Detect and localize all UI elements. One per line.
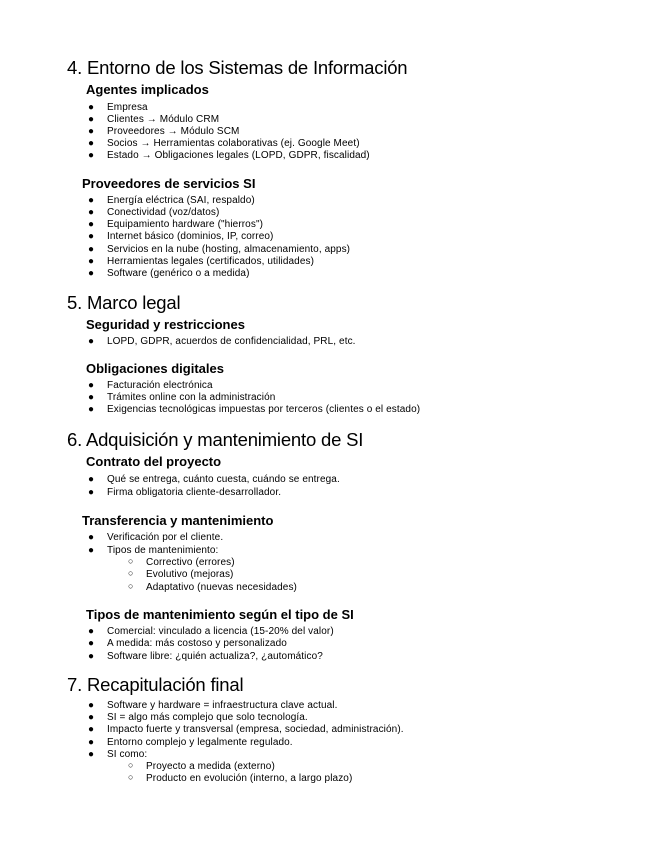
subsection-heading: Contrato del proyecto [86, 454, 222, 469]
bullet-icon: ● [88, 545, 95, 556]
bullet-icon: ● [88, 724, 95, 735]
section-heading: 6. Adquisición y mantenimiento de SI [67, 429, 364, 450]
bullet-icon: ● [88, 404, 95, 415]
bullet-icon: ● [88, 392, 95, 403]
bullet-icon: ● [88, 207, 95, 218]
bullet-icon: ● [88, 195, 95, 206]
bullet-icon: ● [88, 114, 95, 125]
circle-bullet-icon: ○ [128, 581, 134, 591]
subsection-heading: Transferencia y mantenimiento [82, 513, 274, 528]
bullet-icon: ● [88, 474, 95, 485]
bullet-icon: ● [88, 102, 95, 113]
bullet-icon: ● [88, 150, 95, 161]
bullet-icon: ● [88, 712, 95, 723]
bullet-icon: ● [88, 626, 95, 637]
bullet-icon: ● [88, 651, 95, 662]
bullet-icon: ● [88, 380, 95, 391]
circle-bullet-icon: ○ [128, 772, 134, 782]
bullet-icon: ● [88, 268, 95, 279]
subsection-heading: Obligaciones digitales [86, 361, 224, 376]
circle-bullet-icon: ○ [128, 568, 134, 578]
bullet-icon: ● [88, 138, 95, 149]
subsection-heading: Tipos de mantenimiento según el tipo de SI [86, 607, 354, 622]
bullet-icon: ● [88, 487, 95, 498]
bullet-icon: ● [88, 638, 95, 649]
section-heading: 4. Entorno de los Sistemas de Información [67, 57, 408, 78]
bullet-icon: ● [88, 336, 95, 347]
bullet-icon: ● [88, 244, 95, 255]
bullet-icon: ● [88, 126, 95, 137]
bullet-icon: ● [88, 219, 95, 230]
subsection-heading: Seguridad y restricciones [86, 317, 245, 332]
circle-bullet-icon: ○ [128, 760, 134, 770]
bullet-icon: ● [88, 231, 95, 242]
section-heading: 5. Marco legal [67, 292, 181, 313]
subsection-heading: Proveedores de servicios SI [82, 176, 256, 191]
subsection-heading: Agentes implicados [86, 82, 209, 97]
bullet-icon: ● [88, 749, 95, 760]
section-heading: 7. Recapitulación final [67, 674, 244, 695]
bullet-icon: ● [88, 737, 95, 748]
circle-bullet-icon: ○ [128, 556, 134, 566]
bullet-icon: ● [88, 700, 95, 711]
bullet-icon: ● [88, 256, 95, 267]
bullet-icon: ● [88, 532, 95, 543]
document-page: 4. Entorno de los Sistemas de Información Agentes implicados ● Empresa ● Clientes → Módulo CRM ● Proveedores → Módulo SCM ● Socios → Herramientas colaborativas (ej. Google Meet) ● Estado → Obligaciones legales (LOPD, GDPR, fiscalidad) Proveedores de servicios SI ● Energía eléctrica (SAI, respaldo) ● Conectividad (voz/datos) ● Equipamiento hardware ("hierros") ● Internet básico (dominios, IP, correo) ● Servicios en la nube (hosting, almacenamiento, apps) ● Herramientas legales (certificados, utilidades) ● Software (genérico o a medida) 5. Marco legal Seguridad y restricciones ● LOPD, GDPR, acuerdos de confidencialidad, PRL, etc. Obligaciones digitales ● Facturación electrónica ● Trámites online con la administración ● Exigencias tecnológicas impuestas por terceros (clientes o el estado) 6. Adquisición y mantenimiento de SI Contrato del proyecto ● Qué se entrega, cuánto cuesta, cuándo se entrega. ● Firma obligatoria cliente-desarrollador. Transferencia y mantenimiento ● Verificación por el cliente. ● Tipos de mantenimiento: ○ Correctivo (errores) ○ Evolutivo (mejoras) ○ Adaptativo (nuevas necesidades) Tipos de mantenimiento según el tipo de SI ● Comercial: vinculado a licencia (15-20% del valor) ● A medida: más costoso y personalizado ● Software libre: ¿quién actualiza?, ¿automático? 7. Recapitulación final ● Software y hardware = infraestructura clave actual. ● SI = algo más complejo que solo tecnología. ● Impacto fuerte y transversal (empresa, sociedad, administración). ● Entorno complejo y legalmente regulado. ● SI como: ○ Proyecto a medida (externo) ○ Producto en evolución (interno, a largo plazo) [67, 57, 421, 784]
